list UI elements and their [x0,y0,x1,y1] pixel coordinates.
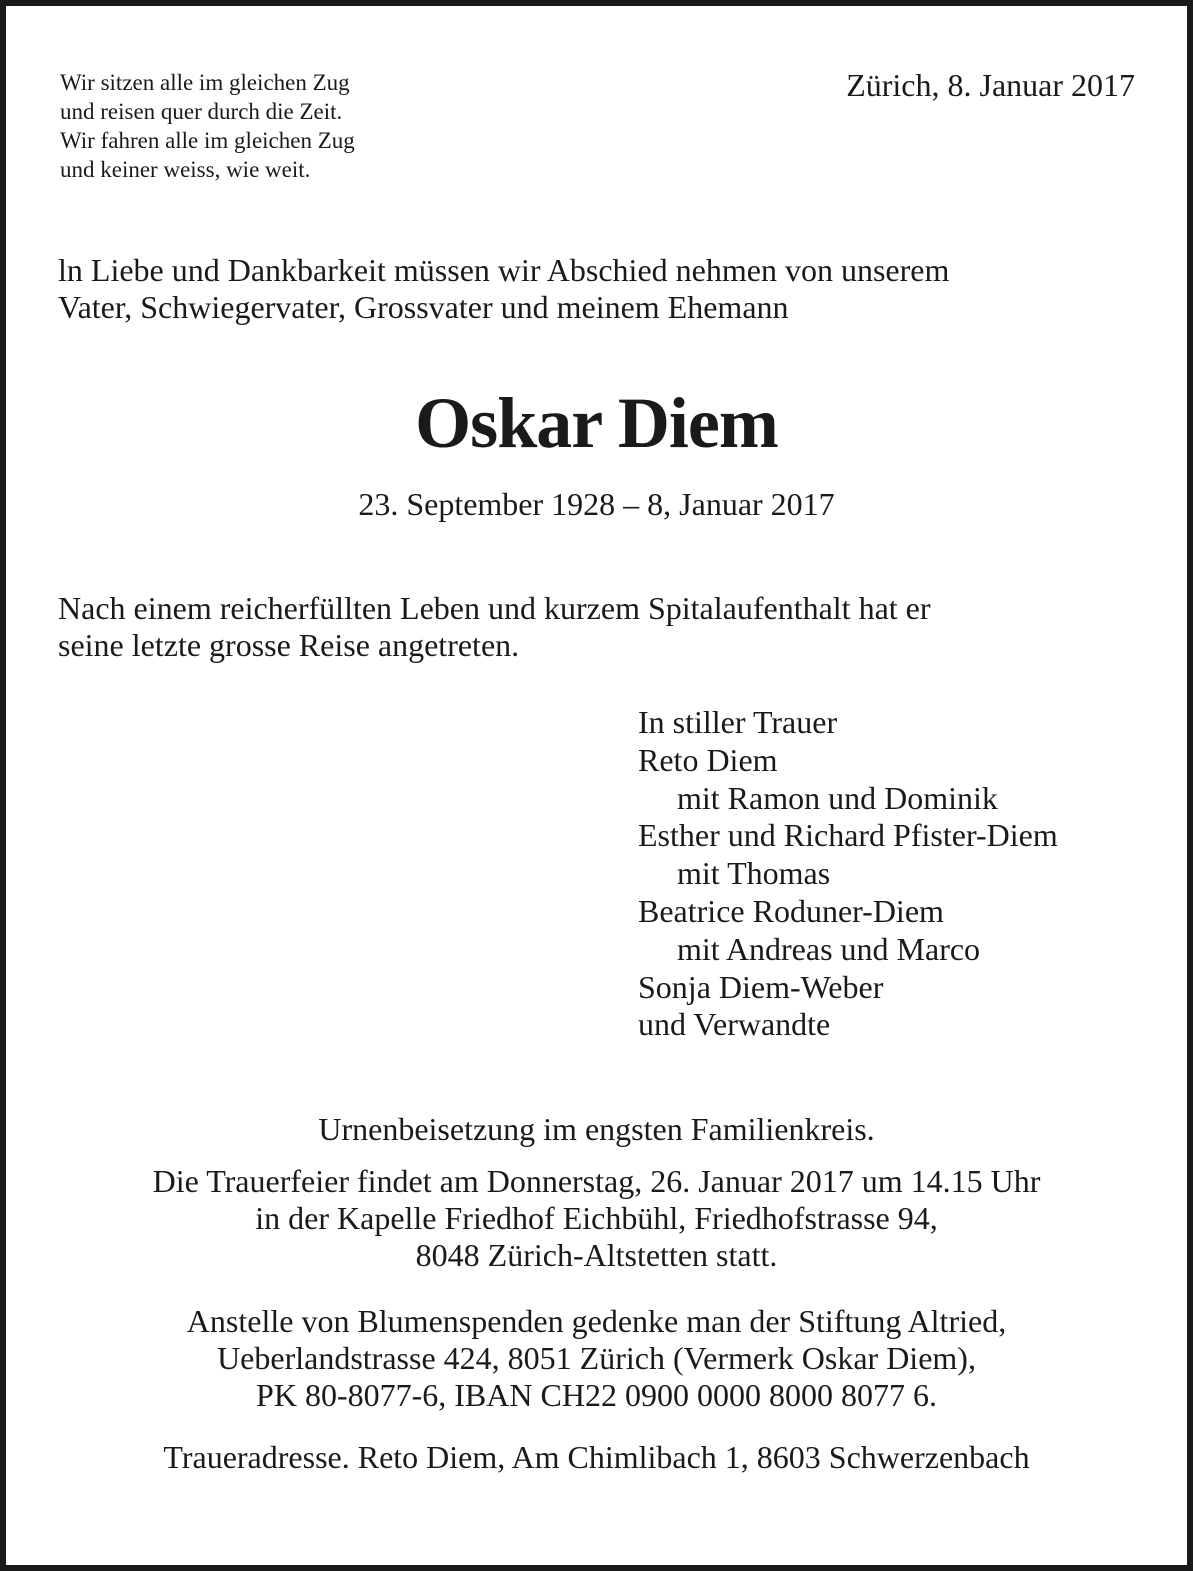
donation-line: PK 80-8077-6, IBAN CH22 0900 0000 8000 8077 6. [256,1377,937,1413]
poem-line: Wir fahren alle im gleichen Zug [60,128,355,153]
body-text [58,590,931,664]
intro-line: Vater, Schwiegervater, Grossvater und meinem Ehemann [58,289,789,325]
mourners-heading: In stiller Trauer [638,704,838,740]
mourner-family: mit Ramon und Dominik [677,779,998,816]
mourner: Sonja Diem-Weber [638,968,884,1005]
ceremony-line: 8048 Zürich-Altstetten statt. [415,1237,778,1273]
place-date: Zürich, 8. Januar 2017 [846,67,1135,103]
mourner: und Verwandte [638,1006,831,1043]
mourner: Esther und Richard Pfister-Diem [638,817,1058,854]
ceremony-line: Die Trauerfeier findet am Donnerstag, 26. Januar 2017 um 14.15 Uhr [152,1163,1041,1199]
poem-line: Wir sitzen alle im gleichen Zug [60,70,350,95]
poem [60,68,355,184]
body-line: Nach einem reicherfüllten Leben und kurzem Spitalaufenthalt hat er [58,590,931,626]
mourner-family: mit Thomas [677,855,831,892]
donation-line: Anstelle von Blumenspenden gedenke man der Stiftung Altried, [186,1303,1007,1339]
mourner: Beatrice Roduner-Diem [638,892,944,929]
donation-note [0,1303,1193,1414]
ceremony-note [0,1163,1193,1274]
poem-line: und keiner weiss, wie weit. [60,157,311,182]
body-line: seine letzte grosse Reise angetreten. [58,627,520,663]
donation-line: Ueberlandstrasse 424, 8051 Zürich (Vermerk Oskar Diem), [217,1340,976,1376]
poem-line: und reisen quer durch die Zeit. [60,99,343,124]
intro-line: ln Liebe und Dankbarkeit müssen wir Abschied nehmen von unserem [58,252,950,288]
burial-note [0,1111,1193,1148]
mourning-address-line: Traueradresse. Reto Diem, Am Chimlibach 1, 8603 Schwerzenbach [163,1439,1030,1475]
ceremony-line: in der Kapelle Friedhof Eichbühl, Friedhofstrasse 94, [255,1200,938,1236]
deceased-name: Oskar Diem [415,383,778,463]
mourner-family: mit Andreas und Marco [677,930,981,967]
mourning-address [0,1439,1193,1476]
mourners-list [638,704,1058,1044]
intro-text [58,252,949,326]
mourner: Reto Diem [638,741,778,778]
life-dates: 23. September 1928 – 8, Januar 2017 [358,486,835,522]
burial-line: Urnenbeisetzung im engsten Familienkreis. [318,1111,875,1147]
